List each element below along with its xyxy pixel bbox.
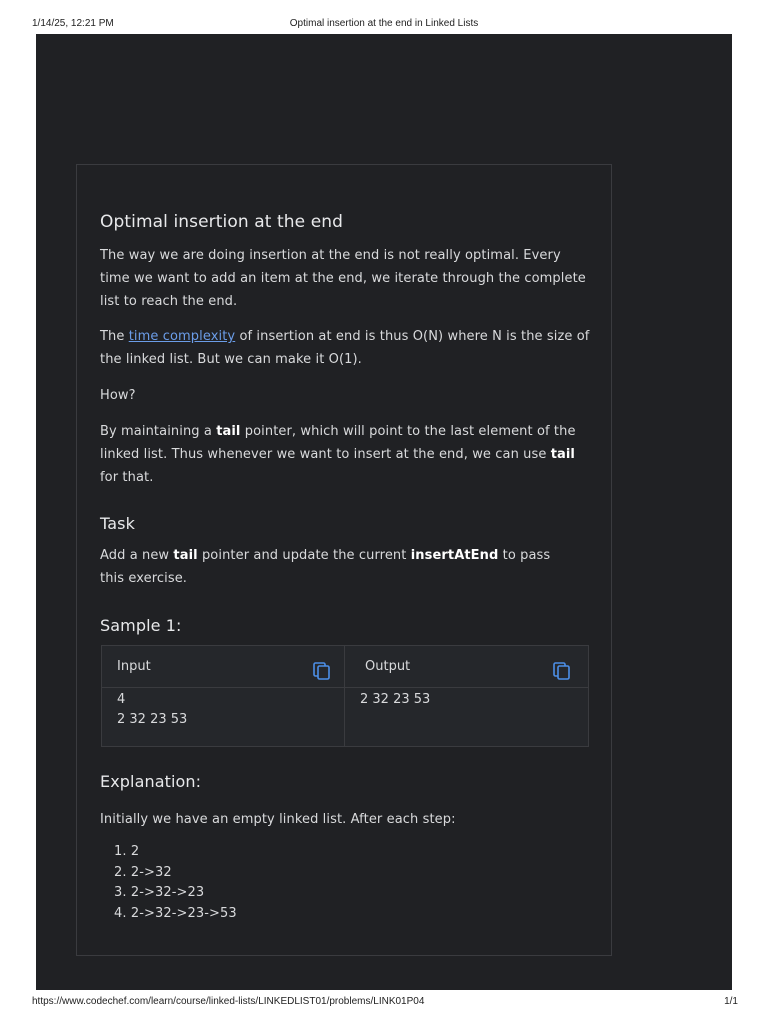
step-text: 2->32 (130, 864, 172, 880)
sample-output-header (345, 646, 588, 688)
print-date: 1/14/25, 12:21 PM (32, 18, 114, 29)
text: for that. (100, 470, 154, 485)
step-text: 2 (130, 844, 140, 859)
explanation-steps (100, 842, 237, 924)
print-url: https://www.codechef.com/learn/course/linked-lists/LINKEDLIST01/problems/LINK01P04 (32, 996, 425, 1007)
time-complexity-link[interactable]: time complexity (128, 329, 236, 344)
sample-output-value: 2 32 23 53 (360, 692, 431, 707)
sample-input-column (102, 646, 345, 746)
text: Add a new (100, 548, 174, 563)
tail-keyword: tail (173, 548, 198, 563)
copy-icon[interactable] (553, 662, 571, 680)
page-count: 1/1 (724, 996, 738, 1007)
tail-keyword: tail (216, 424, 241, 439)
paragraph-intro: The way we are doing insertion at the end is not really optimal. Every time we want to add an item at the end, we iterate through the complete list to reach the end. (100, 248, 586, 309)
step-number: 4. (114, 905, 127, 921)
explanation-intro: Initially we have an empty linked list. After each step: (100, 812, 456, 827)
step-text: 2->32->23->53 (130, 905, 237, 921)
output-label: Output (365, 659, 411, 674)
step-number: 3. (114, 885, 127, 900)
sample-input-header (102, 646, 344, 688)
step-number: 1. (114, 844, 127, 859)
sample-table (101, 645, 589, 747)
list-item (114, 842, 237, 863)
text: to pass this exercise. (100, 548, 551, 586)
text: By maintaining a (100, 424, 217, 439)
step-text: 2->32->23 (130, 885, 205, 900)
list-item (114, 904, 237, 925)
tail-keyword: tail (550, 447, 575, 462)
list-item (114, 883, 237, 904)
page-title: Optimal insertion at the end (100, 212, 344, 232)
insert-at-end-keyword: insertAtEnd (410, 548, 499, 563)
task-heading: Task (100, 514, 135, 533)
text: pointer and update the current (197, 548, 411, 563)
input-label: Input (117, 659, 151, 674)
paragraph-how: How? (100, 388, 136, 403)
sample-output-column (345, 646, 588, 746)
list-item (114, 863, 237, 884)
print-header (0, 0, 768, 34)
text: pointer, which will point to the last element of the linked list. Thus whenever we want to insert at the end, we can use (100, 424, 576, 462)
sample-heading: Sample 1: (100, 616, 182, 635)
text: The (100, 329, 129, 344)
text: of insertion at end is thus O(N) where N is the size of the linked list. But we can make it O(1). (100, 329, 590, 367)
explanation-heading: Explanation: (100, 772, 202, 791)
paragraph-tail (100, 420, 580, 489)
step-number: 2. (114, 864, 127, 880)
sample-input-value: 4 2 32 23 53 (117, 692, 188, 727)
paragraph-complexity (100, 325, 592, 371)
print-footer (0, 990, 768, 1024)
copy-icon[interactable] (313, 662, 331, 680)
task-text (100, 544, 570, 590)
print-title: Optimal insertion at the end in Linked Lists (289, 18, 479, 29)
